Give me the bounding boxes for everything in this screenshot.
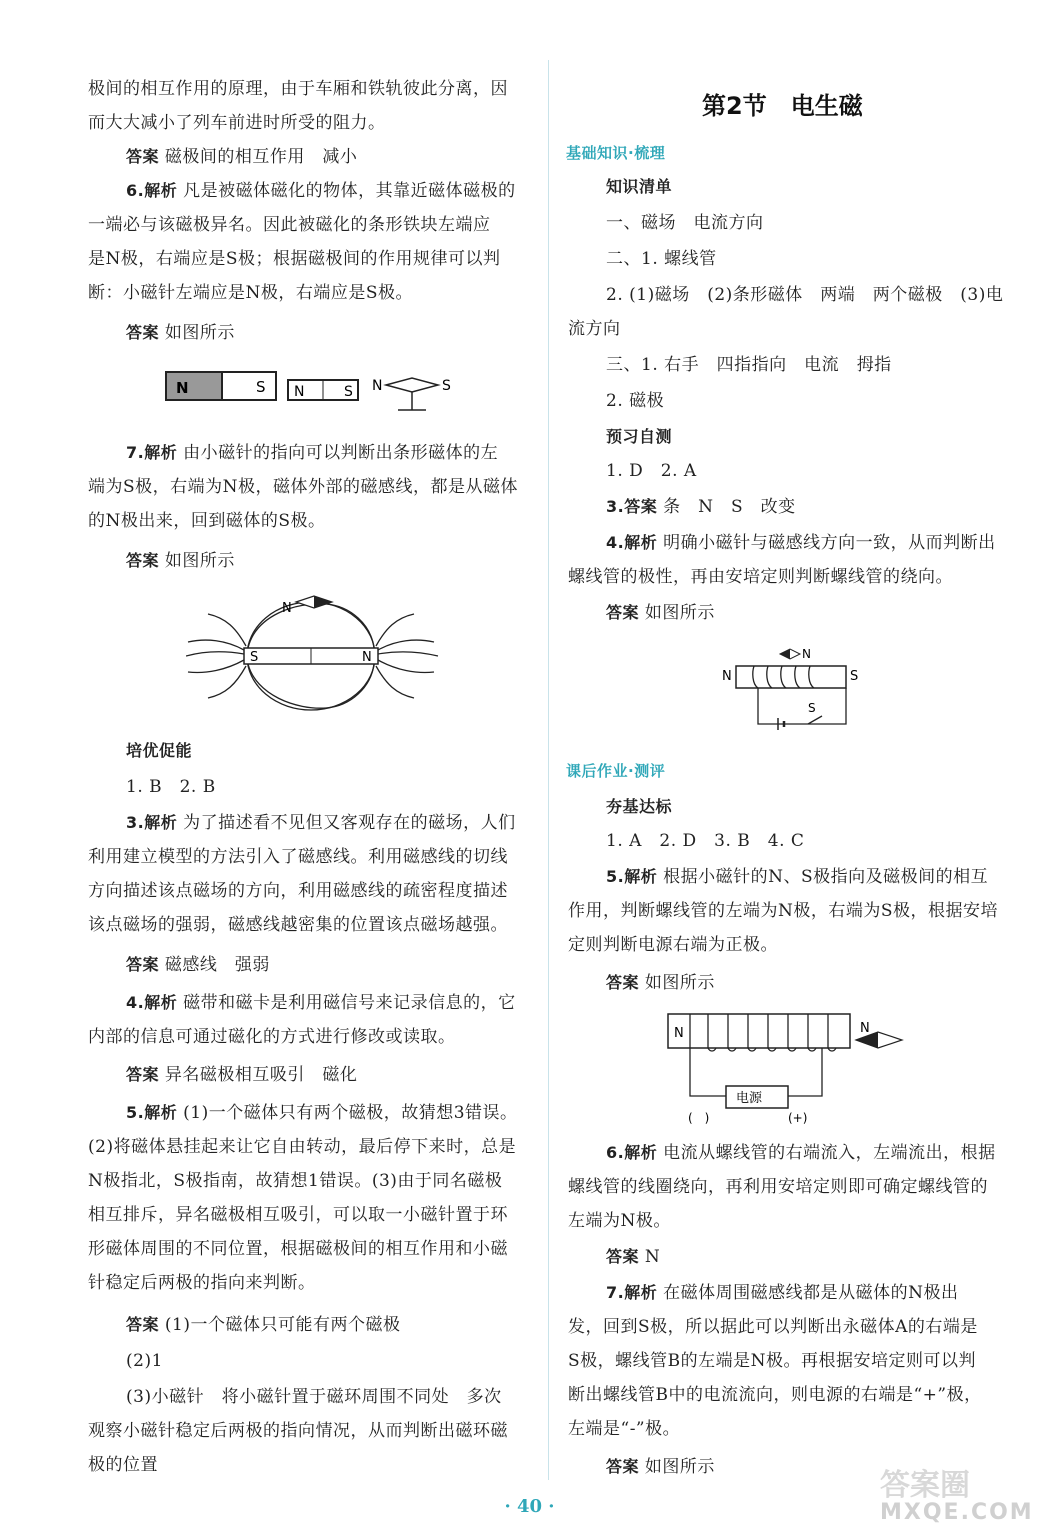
answer-label: 答案: [126, 955, 160, 974]
q-num: 3.: [606, 497, 625, 516]
solenoid-n-label: N: [674, 1026, 684, 1041]
pole-label: S: [256, 378, 266, 396]
column-divider: [548, 60, 549, 1480]
text-line: 相互排斥，异名磁极相互吸引，可以取一小磁针置于环: [88, 1205, 508, 1225]
subsection: [606, 170, 672, 204]
section-header-homework: 课后作业·测评: [566, 762, 666, 780]
text-line: 的N极出来，回到磁体的S极。: [88, 511, 326, 531]
magnet-n-label: N: [362, 650, 372, 665]
solenoid-power-figure-r5: [664, 1010, 914, 1128]
magnet-s-label: S: [250, 650, 259, 665]
answer-label: 答案: [606, 603, 640, 622]
jiexi-label: 解析: [144, 993, 178, 1012]
jiexi-label: 解析: [144, 1103, 178, 1122]
answer-label: 答案: [126, 551, 160, 570]
answer-label: 答案: [126, 1315, 160, 1334]
answer-line: [606, 966, 715, 1000]
q6-line: [126, 174, 516, 208]
text-line: 断：小磁针左端应是N极，右端应是S极。: [88, 283, 414, 303]
jiexi-label: 解析: [624, 867, 658, 886]
compass-needle: [386, 378, 438, 392]
subsection-title: 培优促能: [126, 741, 193, 760]
jiexi-label: 解析: [624, 1143, 658, 1162]
answer-line: [126, 948, 270, 982]
q-num: 5.: [606, 867, 625, 886]
section-header-basic: 基础知识·梳理: [566, 144, 666, 162]
answer-text: 条 N S 改变: [663, 497, 796, 517]
text-line: 2. (1)磁场 (2)条形磁体 两端 两个磁极 (3)电: [606, 285, 1004, 305]
answer-line: [126, 1308, 401, 1342]
q7-line: [606, 1276, 959, 1310]
watermark-url: MXQE.COM: [880, 1500, 1034, 1525]
q5-line: [606, 860, 988, 894]
needle-n-label: N: [802, 647, 811, 661]
q7-line: [126, 436, 498, 470]
text-line: 观察小磁针稳定后两极的指向情况，从而判断出磁环磁: [88, 1421, 508, 1441]
q-num: 5.: [126, 1103, 145, 1122]
text-line: 螺线管的极性，再由安培定则判断螺线管的绕向。: [568, 567, 953, 587]
answer-line: [126, 544, 235, 578]
power-minus-label: ( ): [688, 1111, 710, 1125]
q-num: 3.: [126, 813, 145, 832]
q4-line: [126, 986, 516, 1020]
answer-text: 如图所示: [644, 973, 715, 993]
answer-text: (1)一个磁体只可能有两个磁极: [164, 1315, 401, 1335]
answer-label: 答案: [606, 1457, 640, 1476]
answer-line: [126, 316, 235, 350]
q6-line: [606, 1136, 996, 1170]
solenoid-figure-r4: [718, 644, 868, 734]
jiexi-label: 解析: [624, 1283, 658, 1302]
subsection: [606, 790, 672, 824]
q4-line: [606, 526, 996, 560]
text-line: 该点磁场的强弱，磁感线越密集的位置该点磁场越强。: [88, 915, 508, 935]
text-line: 极间的相互作用的原理，由于车厢和铁轨彼此分离，因: [88, 79, 508, 99]
jiexi-label: 解析: [144, 443, 178, 462]
power-supply-label: 电源: [736, 1091, 763, 1106]
pole-label: S: [344, 384, 353, 400]
text-line: 一端必与该磁极异名。因此被磁化的条形铁块左端应: [88, 215, 491, 235]
needle-n-label: N: [860, 1021, 870, 1036]
answer-label: 答案: [606, 1247, 640, 1266]
text-line: 1. D 2. A: [606, 461, 697, 481]
text: 凡是被磁体磁化的物体，其靠近磁体磁极的: [183, 181, 516, 201]
subsection-title: 知识清单: [606, 177, 673, 196]
text-line: 而大大减小了列车前进时所受的阻力。: [88, 113, 386, 133]
answer-line: [606, 1240, 660, 1274]
text-line: 针稳定后两极的指向来判断。: [88, 1273, 316, 1293]
text-line: 一、磁场 电流方向: [606, 213, 764, 233]
text-line: 内部的信息可通过磁化的方式进行修改或读取。: [88, 1027, 456, 1047]
text-line: 二、1. 螺线管: [606, 249, 717, 269]
text: 电流从螺线管的右端流入，左端流出，根据: [663, 1143, 996, 1163]
text-line: 方向描述该点磁场的方向，利用磁感线的疏密程度描述: [88, 881, 508, 901]
subsection: [606, 420, 672, 454]
answer-text: 磁极间的相互作用 减小: [164, 147, 358, 167]
text-line: 1. A 2. D 3. B 4. C: [606, 831, 805, 851]
answer-line: [606, 1450, 715, 1484]
power-plus-label: (+): [788, 1111, 808, 1125]
watermark-logo: 答案圈: [880, 1468, 970, 1503]
text-line: 形磁体周围的不同位置，根据磁极间的相互作用和小磁: [88, 1239, 508, 1259]
answer-text: N: [644, 1247, 661, 1267]
solenoid-n-label: N: [722, 669, 732, 684]
text-line: 左端为N极。: [568, 1211, 671, 1231]
text-line: 作用，判断螺线管的左端为N极，右端为S极，根据安培: [568, 901, 999, 921]
text-line: 是N极，右端应是S极；根据磁极间的作用规律可以判: [88, 249, 501, 269]
section-title: 第2节 电生磁: [702, 92, 863, 120]
answer-text: 如图所示: [164, 323, 235, 343]
text-line: N极指北，S极指南，故猜想1错误。(3)由于同名磁极: [88, 1171, 503, 1191]
q-num: 6.: [606, 1143, 625, 1162]
answer-line: [606, 596, 715, 630]
jiexi-label: 解析: [144, 813, 178, 832]
pole-label: N: [176, 379, 189, 397]
answer-label: 答案: [606, 973, 640, 992]
q-num: 4.: [126, 993, 145, 1012]
q-num: 6.: [126, 181, 145, 200]
answer-text: 磁感线 强弱: [164, 955, 270, 975]
q-num: 4.: [606, 533, 625, 552]
pole-label: N: [294, 384, 305, 400]
jiexi-label: 解析: [624, 533, 658, 552]
text-line: 左端是“-”极。: [568, 1419, 681, 1439]
answer-text: 如图所示: [644, 603, 715, 623]
text-line: 发，回到S极，所以据此可以判断出永磁体A的右端是: [568, 1317, 978, 1337]
text-line: 极的位置: [88, 1455, 158, 1475]
text-line: 1. B 2. B: [126, 777, 216, 797]
text-line: 利用建立模型的方法引入了磁感线。利用磁感线的切线: [88, 847, 508, 867]
answer-text: 如图所示: [644, 1457, 715, 1477]
q3-line: [126, 806, 516, 840]
text: 为了描述看不见但又客观存在的磁场，人们: [183, 813, 516, 833]
text: 根据小磁针的N、S极指向及磁极间的相互: [663, 867, 989, 887]
needle-n-label: N: [282, 601, 292, 616]
text-line: 三、1. 右手 四指指向 电流 拇指: [606, 355, 892, 375]
page-number: · 40 ·: [504, 1496, 555, 1517]
text-line: (2)将磁体悬挂起来让它自由转动，最后停下来时，总是: [88, 1137, 517, 1157]
magnet-figure-q6: [164, 366, 454, 416]
text-line: (3)小磁针 将小磁针置于磁环周围不同处 多次: [126, 1387, 502, 1407]
solenoid-s-label: S: [850, 669, 859, 684]
text-line: (2)1: [126, 1351, 163, 1371]
answer-line: [606, 490, 796, 524]
text-line: 断出螺线管B中的电流流向，则电源的右端是“+”极，: [568, 1385, 982, 1405]
text-line: 端为S极，右端为N极，磁体外部的磁感线，都是从磁体: [88, 477, 519, 497]
needle-s-label: S: [442, 378, 451, 394]
q-num: 7.: [126, 443, 145, 462]
section-peiyou: [126, 734, 192, 768]
subsection-title: 预习自测: [606, 427, 673, 446]
answer-label: 答案: [126, 1065, 160, 1084]
text-line: 流方向: [568, 319, 621, 339]
needle-n-label: N: [372, 378, 383, 394]
text: 由小磁针的指向可以判断出条形磁体的左: [183, 443, 499, 463]
text-line: S极，螺线管B的左端是N极。再根据安培定则可以判: [568, 1351, 977, 1371]
text: 在磁体周围磁感线都是从磁体的N极出: [663, 1283, 959, 1303]
subsection-title: 夯基达标: [606, 797, 673, 816]
field-lines-figure-q7: [186, 590, 446, 730]
answer-label: 答案: [126, 323, 160, 342]
text: (1)一个磁体只有两个磁极，故猜想3错误。: [183, 1103, 518, 1123]
answer-label: 答案: [624, 497, 658, 516]
q-num: 7.: [606, 1283, 625, 1302]
text-line: 定则判断电源右端为正极。: [568, 935, 778, 955]
jiexi-label: 解析: [144, 181, 178, 200]
answer-label: 答案: [126, 147, 160, 166]
answer-line: [126, 1058, 357, 1092]
text-line: 2. 磁极: [606, 391, 665, 411]
q5-line: [126, 1096, 518, 1130]
text: 磁带和磁卡是利用磁信号来记录信息的，它: [183, 993, 516, 1013]
answer-line: [126, 140, 357, 174]
answer-text: 异名磁极相互吸引 磁化: [164, 1065, 358, 1085]
text-line: 螺线管的线圈绕向，再利用安培定则即可确定螺线管的: [568, 1177, 988, 1197]
text: 明确小磁针与磁感线方向一致，从而判断出: [663, 533, 996, 553]
switch-label: S: [808, 701, 816, 715]
answer-text: 如图所示: [164, 551, 235, 571]
